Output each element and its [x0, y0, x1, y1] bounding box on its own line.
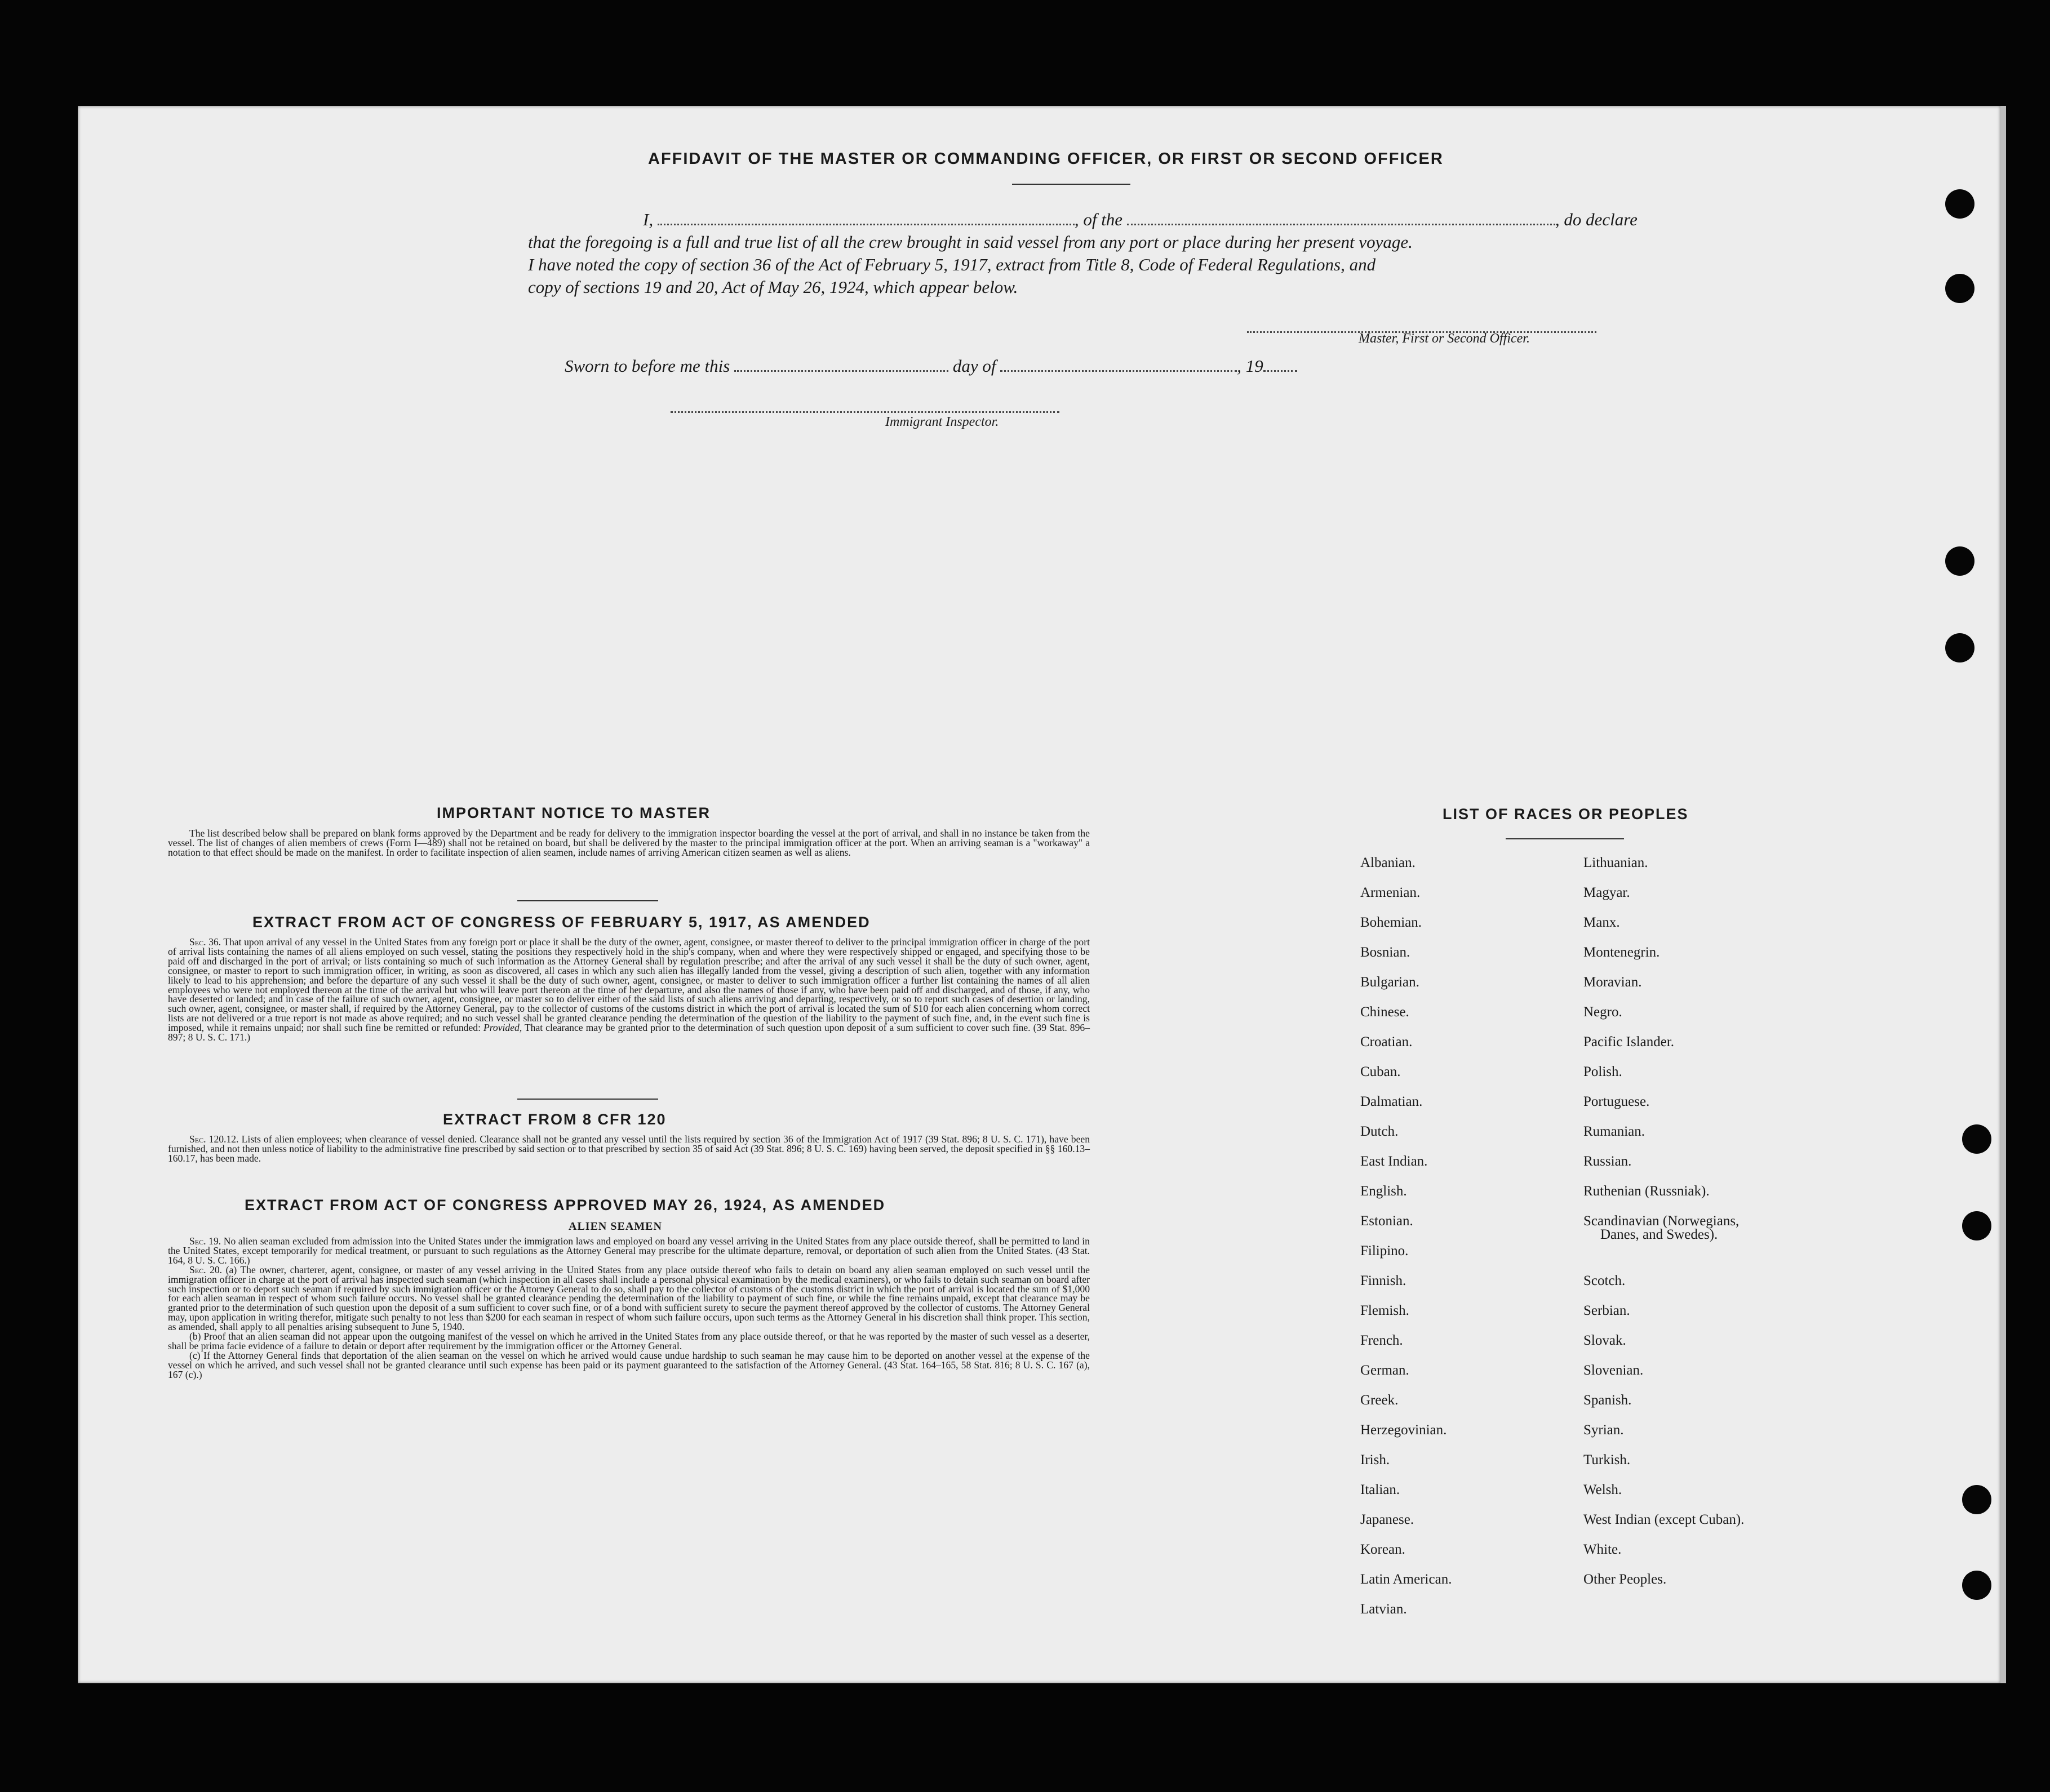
race-item: East Indian.: [1360, 1154, 1428, 1169]
divider: [1012, 184, 1130, 185]
declaration-line-1: [643, 210, 1638, 230]
race-item: Korean.: [1360, 1542, 1405, 1557]
punch-hole: [1945, 189, 1974, 219]
race-item: Cuban.: [1360, 1064, 1401, 1079]
sworn-year-field[interactable]: [1263, 358, 1297, 372]
race-item: Latin American.: [1360, 1572, 1452, 1587]
officer-name-field[interactable]: [658, 211, 1075, 225]
race-item: West Indian (except Cuban).: [1583, 1512, 1745, 1527]
race-item: French.: [1360, 1333, 1403, 1348]
race-item: Japanese.: [1360, 1512, 1414, 1527]
race-item: Syrian.: [1583, 1422, 1624, 1438]
vessel-name-field[interactable]: [1127, 211, 1555, 225]
race-item: Albanian.: [1360, 855, 1416, 870]
race-item: Magyar.: [1583, 885, 1630, 900]
sec-120-label: Sec. 120.12.: [189, 1133, 239, 1145]
race-item: Bohemian.: [1360, 915, 1422, 930]
affidavit-title: AFFIDAVIT OF THE MASTER OR COMMANDING OFFICER, OR FIRST OR SECOND OFFICER: [648, 150, 1444, 168]
of-the-label: , of the: [1074, 210, 1123, 229]
pre-name: I,: [643, 210, 654, 229]
inspector-signature-field[interactable]: [671, 399, 1059, 413]
race-item: Manx.: [1583, 915, 1620, 930]
notice-text: The list described below shall be prepared on blank forms approved by the Department and be ready for delivery to the immigration inspector boarding the vessel at the port of arrival, and shall in no instance be taken from the vessel. The list of changes of alien members of crews (Form I—489) shall not be retained on board, but shall be delivered by the master to the principal immigration officer at the port. When an arriving seaman is a "workaway" a notation to that effect should be made on the manifest. In order to facilitate inspection of alien seamen, include names of arriving American citizen seamen as well as aliens.: [168, 828, 1090, 858]
race-item: Herzegovinian.: [1360, 1422, 1447, 1438]
race-item: Latvian.: [1360, 1602, 1407, 1617]
year-label: , 19: [1237, 356, 1263, 376]
race-item: Bosnian.: [1360, 945, 1410, 960]
declaration-line-3: I have noted the copy of section 36 of the Act of February 5, 1917, extract from Title 8, Code of Federal Regulations, and: [528, 255, 1376, 274]
race-item: Moravian.: [1583, 975, 1642, 990]
cfr-title: EXTRACT FROM 8 CFR 120: [443, 1111, 667, 1128]
race-item: Estonian.: [1360, 1213, 1413, 1229]
race-item: Spanish.: [1583, 1393, 1632, 1408]
race-item: Ruthenian (Russniak).: [1583, 1184, 1710, 1199]
race-item: Italian.: [1360, 1482, 1400, 1497]
race-item: Rumanian.: [1583, 1124, 1645, 1139]
sec-20a-text: (a) The owner, charterer, agent, consignee, or master of any vessel arriving in the United States from any place outside thereof who fails to detain on board any alien seaman employed on such vessel until the immigration officer in charge at the port of arrival has inspected such seaman (which inspection in all cases shall include a personal physical examination by the medical examiners), or who fails to detain such seaman on board after such inspection or to deport such seaman if required by such immigration officer or the Attorney General to do so, shall pay to the collector of customs of the customs district in which the port of arrival is located the sum of $1,000 for each alien seaman in respect of whom such failure occurs. No vessel shall be granted clearance pending the determination of the liability to payment of such fine, or while the fine remains unpaid, except that clearance may be granted prior to the determination of such question upon the deposit of a sum sufficient to cover such fine, or of a bond with sufficient surety to secure the payment thereof approved by the collector of customs. The Attorney General may, upon application in writing therefor, mitigate such penalty to not less than $200 for each seaman in respect of whom such failure occurs, upon such terms as the Attorney General in his discretion shall think proper. This section, as amended, shall apply to all penalties arising subsequent to June 5, 1940.: [168, 1264, 1090, 1333]
race-item: Negro.: [1583, 1004, 1622, 1020]
divider: [1506, 838, 1624, 839]
punch-hole: [1945, 633, 1974, 662]
sworn-label: Sworn to before me this: [565, 356, 730, 376]
sec-19-label: Sec. 19.: [189, 1235, 221, 1247]
race-item: Scandinavian (Norwegians,: [1583, 1213, 1740, 1229]
race-item: Russian.: [1583, 1154, 1632, 1169]
race-item: Lithuanian.: [1583, 855, 1648, 870]
punch-hole: [1962, 1211, 1991, 1240]
punch-hole: [1962, 1485, 1991, 1514]
sworn-month-field[interactable]: [1000, 358, 1237, 372]
race-item: German.: [1360, 1363, 1409, 1378]
day-of-label: day of: [952, 356, 996, 376]
race-item: Filipino.: [1360, 1243, 1409, 1259]
punch-hole: [1945, 274, 1974, 303]
race-item: Portuguese.: [1583, 1094, 1650, 1109]
race-item: Serbian.: [1583, 1303, 1630, 1318]
race-item: Croatian.: [1360, 1034, 1413, 1050]
sec-36-tail: That clearance may be granted prior to the determination of such question upon deposit of a sum sufficient to cover such fine. (39 Stat. 896–897; 8 U. S. C. 171.): [168, 1022, 1090, 1043]
race-item: Greek.: [1360, 1393, 1399, 1408]
race-item: Armenian.: [1360, 885, 1421, 900]
race-item: Turkish.: [1583, 1452, 1631, 1468]
race-item: Scotch.: [1583, 1273, 1626, 1288]
sec-19-text: No alien seaman excluded from admission into the United States under the immigration laws and employed on board any vessel arriving in the United States from any place outside thereof, shall be permitted to land in the United States, except temporarily for medical treatment, or pursuant to such regulations as the Attorney General may prescribe for the ultimate departure, removal, or deportation of such alien from the United States. (43 Stat. 164, 8 U. S. C. 166.): [168, 1235, 1090, 1266]
race-item: Polish.: [1583, 1064, 1622, 1079]
form-sheet: [78, 106, 2000, 1683]
notice-title: IMPORTANT NOTICE TO MASTER: [437, 804, 711, 821]
sec-36-label: Sec. 36.: [189, 936, 221, 948]
proviso-label: Provided,: [483, 1022, 522, 1034]
do-declare-label: , do declare: [1555, 210, 1638, 229]
race-item: Bulgarian.: [1360, 975, 1419, 990]
divider: [517, 900, 658, 901]
sec-20c-text: (c) If the Attorney General finds that deportation of the alien seaman on the vessel on which he arrived would cause undue hardship to such seaman he may cause him to be deported on another vessel at the expense of the vessel on which he arrived, and such vessel shall not be granted clearance until such expense has been paid or its payment guaranteed to the satisfaction of the Attorney General. (43 Stat. 164–165, 58 Stat. 816; 8 U. S. C. 167 (a), 167 (c).): [168, 1349, 1090, 1380]
extract-1917-title: EXTRACT FROM ACT OF CONGRESS OF FEBRUARY 5, 1917, AS AMENDED: [252, 914, 871, 931]
sworn-day-field[interactable]: [734, 358, 948, 372]
sec-120-text: Lists of alien employees; when clearance of vessel denied. Clearance shall not be granted any vessel until the lists required by section 36 of the Immigration Act of 1917 (39 Stat. 896; 8 U. S. C. 171), have been furnished, and not then unless notice of liability to the administrative fine prescribed by said section or to that prescribed by section 35 of said Act (39 Stat. 896; 8 U. S. C. 169) having been served, the deposit specified in §§ 160.13–160.17, has been made.: [168, 1133, 1090, 1164]
alien-seamen-subtitle: ALIEN SEAMEN: [569, 1220, 662, 1233]
race-item: Other Peoples.: [1583, 1572, 1667, 1587]
race-item: Montenegrin.: [1583, 945, 1660, 960]
sec-36-text: That upon arrival of any vessel in the United States from any foreign port or place it shall be the duty of the owner, agent, consignee, or master thereof to deliver to the principal immigration officer in charge of the port of arrival lists containing the names of all aliens employed on such vessel, stating the positions they respectively hold in the ship's company, when and where they were respectively shipped or engaged, and specifying those to be paid off and discharged in the port of arrival; or lists containing so much of such information as the Attorney General shall by regulation prescribe; and after the arrival of any such vessel it shall be the duty of such owner, agent, consignee, or master to report to such immigration officer, in writing, as soon as discovered, all cases in which any such alien has illegally landed from the vessel, giving a description of such alien, together with any information likely to lead to his apprehension; and before the departure of any such vessel it shall be the duty of such owner, agent, consignee, or master to deliver to such immigration officer a further list containing the names of all alien employees who were not employed thereon at the time of the arrival but who will leave port thereon at the time of her departure, and also the names of those if any, who have been paid off and discharged, and of those, if any, who have deserted or landed; and in case of the failure of such owner, agent, consignee, or master so to deliver either of the said lists of such aliens arriving and departing, respectively, or so to report such cases of desertion or landing, such owner, agent, consignee, or master shall, if required by the Attorney General, pay to the collector of customs of the customs district in which the port of arrival is located the sum of $10 for each alien concerning whom correct lists are not delivered or a true report is not made as above required; and no such vessel shall be granted clearance pending the determination of the question of the liability to the payment of such fine, and, in the event such fine is imposed, while it remains unpaid; nor shall such fine be remitted or refunded:: [168, 936, 1090, 1034]
race-item: White.: [1583, 1542, 1622, 1557]
race-item: Pacific Islander.: [1583, 1034, 1675, 1050]
punch-hole: [1945, 546, 1974, 576]
race-item: Irish.: [1360, 1452, 1390, 1468]
sec-20-label: Sec. 20.: [189, 1264, 223, 1275]
race-item-continued: Danes, and Swedes).: [1600, 1227, 1718, 1242]
race-item: Slovenian.: [1583, 1363, 1644, 1378]
punch-hole: [1962, 1571, 1991, 1600]
extract-1917-body: [168, 937, 1090, 1042]
race-item: Slovak.: [1583, 1333, 1626, 1348]
declaration-line-2: that the foregoing is a full and true list of all the crew brought in said vessel from any port or place during her present voyage.: [528, 232, 1413, 252]
notice-body: [168, 829, 1090, 857]
race-item: Dutch.: [1360, 1124, 1399, 1139]
race-item: English.: [1360, 1184, 1407, 1199]
sec-20b-text: (b) Proof that an alien seaman did not appear upon the outgoing manifest of the vessel on which he arrived in the United States from any place outside thereof, or that he was reported by the master of such vessel as a deserter, shall be prima facie evidence of a failure to detain or deport after requirement by the immigration officer or the Attorney General.: [168, 1331, 1090, 1351]
cfr-body: [168, 1135, 1090, 1163]
master-caption: Master, First or Second Officer.: [1359, 331, 1530, 346]
race-item: Finnish.: [1360, 1273, 1406, 1288]
race-item: Welsh.: [1583, 1482, 1622, 1497]
extract-1924-title: EXTRACT FROM ACT OF CONGRESS APPROVED MAY 26, 1924, AS AMENDED: [245, 1197, 886, 1213]
punch-hole: [1962, 1124, 1991, 1154]
extract-1924-body: [168, 1237, 1090, 1380]
inspector-caption: Immigrant Inspector.: [885, 415, 999, 429]
declaration-line-4: copy of sections 19 and 20, Act of May 26, 1924, which appear below.: [528, 277, 1018, 297]
race-item: Dalmatian.: [1360, 1094, 1423, 1109]
races-title: LIST OF RACES OR PEOPLES: [1443, 806, 1689, 822]
race-item: Chinese.: [1360, 1004, 1409, 1020]
sworn-line: [565, 356, 1297, 376]
divider: [517, 1099, 658, 1100]
race-item: Flemish.: [1360, 1303, 1409, 1318]
